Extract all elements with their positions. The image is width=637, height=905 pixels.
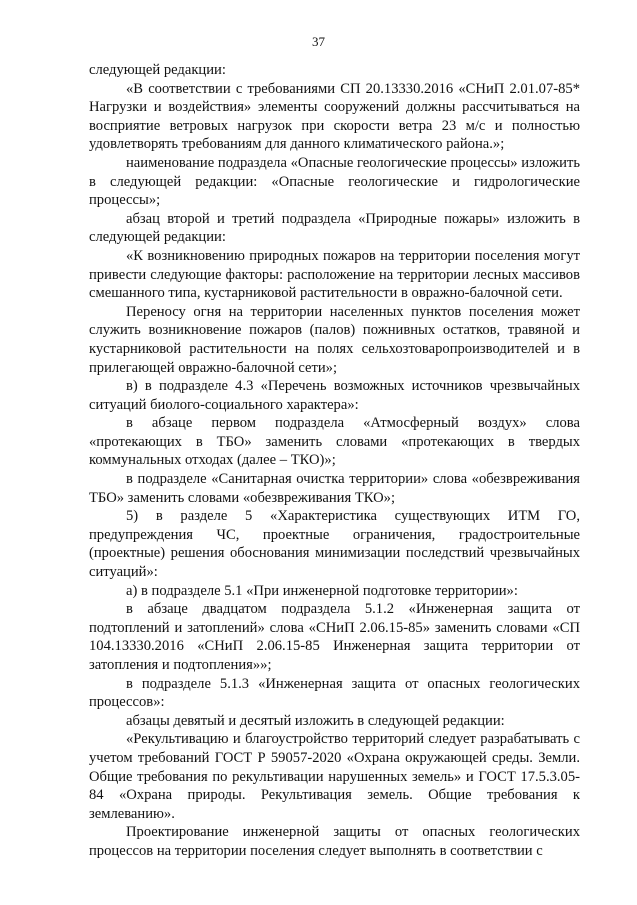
paragraph: в абзаце первом подраздела «Атмосферный воздух» слова «протекающих в ТБО» заменить словами «протекающих в твердых коммунальных отходах (далее – ТКО)»; bbox=[89, 415, 580, 469]
paragraph: «К возникновению природных пожаров на территории поселения могут привести следующие факторы: расположение на территории лесных массивов смешанного типа, кустарниковой растительности в овражно-балочной сети. bbox=[89, 247, 580, 302]
paragraph: в подразделе 5.1.3 «Инженерная защита от опасных геологических процессов»: bbox=[89, 675, 580, 711]
paragraph: а) в подразделе 5.1 «При инженерной подготовке территории»: bbox=[126, 582, 518, 599]
paragraph: 5) в разделе 5 «Характеристика существующих ИТМ ГО, предупреждения ЧС, проектные ограничения, градостроительные (проектные) решения обоснования минимизации последствий чрезвычайных ситуаций»: bbox=[89, 508, 580, 581]
page-number: 37 bbox=[312, 34, 325, 49]
paragraph: «В соответствии с требованиями СП 20.13330.2016 «СНиП 2.01.07-85* Нагрузки и воздействия» элементы сооружений должны рассчитываться на восприятие ветровых нагрузок при скорости ветра 23 м/с и полностью удовлетворять требованиям для данного климатического района.»; bbox=[89, 80, 580, 153]
paragraph: абзац второй и третий подраздела «Природные пожары» изложить в следующей редакции: bbox=[89, 210, 580, 246]
paragraph: в подразделе «Санитарная очистка территории» слова «обезвреживания ТБО» заменить словами «обезвреживания ТКО»; bbox=[89, 471, 580, 506]
document-body bbox=[89, 61, 580, 861]
paragraph: Переносу огня на территории населенных пунктов поселения может служить возникновение пожаров (палов) пожнивных остатков, травяной и кустарниковой растительности на полях сельхозтоваропроизводителей и в прилегающей овражно-балочной сети»; bbox=[89, 303, 580, 376]
paragraph: наименование подраздела «Опасные геологические процессы» изложить в следующей редакции: «Опасные геологические и гидрологические процессы»; bbox=[89, 154, 580, 209]
paragraph: «Рекультивацию и благоустройство территорий следует разрабатывать с учетом требований ГОСТ Р 59057-2020 «Охрана окружающей среды. Земли. Общие требования по рекультивации нарушенных земель» и ГОСТ 17.5.3.05-84 «Охрана природы. Рекультивация земель. Общие требования к землеванию». bbox=[89, 731, 580, 822]
paragraph: Проектирование инженерной защиты от опасных геологических процессов на территории поселения следует выполнять в соответствии с bbox=[89, 824, 580, 859]
paragraph: в) в подразделе 4.3 «Перечень возможных источников чрезвычайных ситуаций биолого-социального характера»: bbox=[89, 378, 580, 413]
paragraph: абзацы девятый и десятый изложить в следующей редакции: bbox=[126, 712, 505, 729]
paragraph: следующей редакции: bbox=[89, 62, 226, 78]
paragraph: в абзаце двадцатом подраздела 5.1.2 «Инженерная защита от подтоплений и затоплений» слова «СНиП 2.06.15-85» заменить словами «СП 104.13330.2016 «СНиП 2.06.15-85 Инженерная защита территории от затопления и подтопления»»; bbox=[89, 601, 580, 673]
